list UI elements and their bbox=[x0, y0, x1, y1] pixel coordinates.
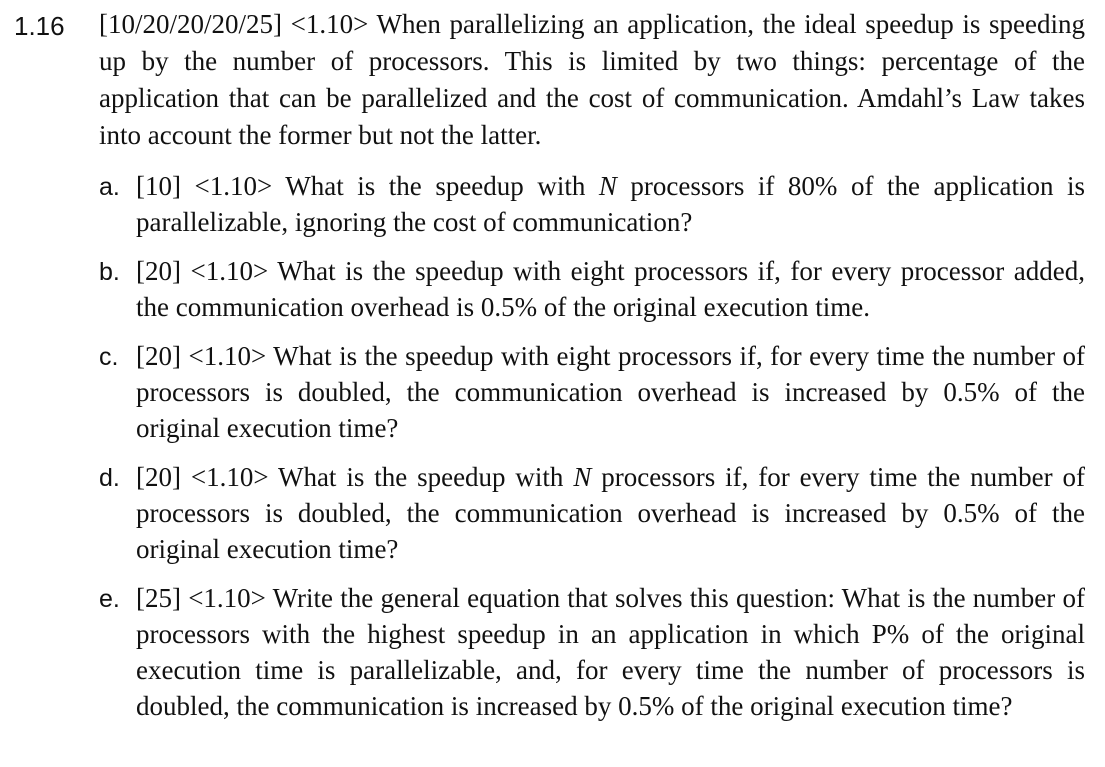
sub-question-d bbox=[99, 459, 1085, 567]
sub-question-label: c. bbox=[99, 343, 119, 371]
variable-n: N bbox=[598, 171, 617, 201]
problem-statement: [10/20/20/20/25] <1.10> When parallelizing an application, the ideal speedup is speeding up by the number of processors. This is limited by two things: percentage of the application that can be parallelized and the cost of communication. Amdahl’s Law takes into account the former but not the latter. bbox=[99, 9, 1085, 150]
sub-question-text: [20] <1.10> What is the speedup with eight processors if, for every time the number of processors is doubled, the communication overhead is increased by 0.5% of the original execution time? bbox=[136, 341, 1085, 443]
sub-question-b bbox=[99, 253, 1085, 325]
problem-number: 1.16 bbox=[14, 11, 65, 41]
variable-n: N bbox=[573, 462, 592, 492]
sub-question-text-continued: processors if 80% of the application is parallelizable, ignoring the cost of communication? bbox=[136, 171, 1085, 237]
sub-question-label: e. bbox=[99, 585, 120, 613]
sub-question-text: [20] <1.10> What is the speedup with bbox=[136, 462, 574, 492]
sub-questions bbox=[99, 168, 1085, 737]
sub-question-e bbox=[99, 580, 1085, 724]
sub-question-text: [25] <1.10> Write the general equation that solves this question: What is the number of processors with the highest speedup in an application in which P% of the original execution time is parallelizable, and, for every time the number of processors is doubled, the communication is increased by 0.5% of the original execution time? bbox=[136, 583, 1085, 721]
sub-question-c bbox=[99, 338, 1085, 446]
sub-question-label: a. bbox=[99, 173, 120, 201]
sub-question-a bbox=[99, 168, 1085, 240]
sub-question-text: [20] <1.10> What is the speedup with eight processors if, for every processor added, the communication overhead is 0.5% of the original execution time. bbox=[136, 256, 1085, 322]
sub-question-text-continued: processors if, for every time the number of processors is doubled, the communication overhead is increased by 0.5% of the original execution time? bbox=[136, 462, 1085, 564]
sub-question-text: [10] <1.10> What is the speedup with bbox=[136, 171, 599, 201]
sub-question-label: d. bbox=[99, 464, 120, 492]
sub-question-label: b. bbox=[99, 258, 120, 286]
